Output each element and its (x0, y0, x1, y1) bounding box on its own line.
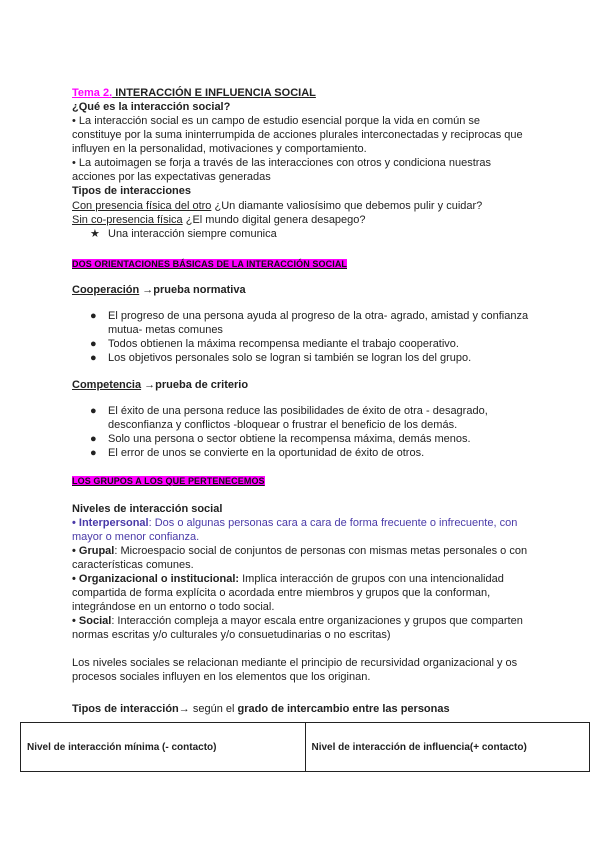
topic-number: Tema 2. (72, 87, 113, 99)
tipo-sin-presencia-label: Sin co-presencia física (72, 214, 183, 226)
nivel-text: : Microespacio social de conjuntos de personas con mismas metas personales o con características comunes. (72, 545, 528, 571)
list-item (72, 337, 532, 351)
table-row (21, 723, 590, 772)
tipo-sin-presencia-text: ¿El mundo digital genera desapego? (182, 214, 366, 226)
list-item-text: Todos obtienen la máxima recompensa mediante el trabajo cooperativo. (108, 338, 459, 350)
competencia-label: Competencia (72, 379, 142, 391)
cooperacion-heading (72, 283, 532, 297)
topic-title: INTERACCIÓN E INFLUENCIA SOCIAL (112, 87, 316, 99)
tipo-presencia (72, 199, 532, 213)
nivel-text: : Dos o algunas personas cara a cara de forma frecuente o infrecuente, con mayor o menor confianza. (72, 517, 518, 543)
recursividad-paragraph: Los niveles sociales se relacionan mediante el principio de recursividad organizacional y os procesos sociales influyen en los elementos que los originan. (72, 657, 518, 683)
list-item (72, 432, 532, 446)
bullet-icon: ● (90, 352, 97, 364)
arrow-icon: → (178, 703, 190, 715)
bullet-icon: ● (90, 310, 97, 322)
tipo-sin-presencia (72, 213, 532, 227)
arrow-icon: → (139, 284, 154, 296)
bullet-icon: ● (90, 405, 97, 417)
nivel-label: • Organizacional o institucional: (72, 573, 240, 585)
nivel-social (72, 614, 532, 642)
page-title (72, 86, 532, 100)
nivel-label: • Grupal (72, 545, 115, 557)
list-item (72, 404, 532, 432)
list-item-text: El progreso de una persona ayuda al progreso de la otra- agrado, amistad y confianza mutua- metas comunes (108, 310, 529, 336)
tipos-heading: Tipos de interacciones (72, 185, 192, 197)
star-icon: ★ (90, 228, 100, 240)
table-header-minima: Nivel de interacción mínima (- contacto) (21, 723, 306, 772)
cooperacion-label: Cooperación (72, 284, 140, 296)
question-heading: ¿Qué es la interacción social? (72, 101, 231, 113)
cooperacion-list (72, 309, 532, 365)
tipo-presencia-text: ¿Un diamante valiosísimo que debemos pulir y cuidar? (211, 200, 483, 212)
tipo-presencia-label: Con presencia física del otro (72, 200, 212, 212)
tipos-mid: según el (189, 703, 238, 715)
competencia-list (72, 404, 532, 460)
competencia-rest: prueba de criterio (155, 379, 249, 391)
list-item (72, 351, 532, 365)
tipos-label: Tipos de interacción (72, 703, 179, 715)
list-item (72, 309, 532, 337)
section-heading-orientaciones (72, 257, 532, 271)
bullet-icon: ● (90, 338, 97, 350)
star-item-text: Una interacción siempre comunica (108, 228, 277, 240)
nivel-grupal (72, 544, 532, 572)
paragraph-bullet-2: • La autoimagen se forja a través de las interacciones con otros y condiciona nuestras acciones por las expectativas generadas (72, 157, 492, 183)
tipos-interaccion-heading (72, 702, 532, 716)
nivel-text: Implica interacción de grupos con una intencionalidad compartida de forma explícita o acordada entre miembros y grupos que la conforman, integrándose en un entorno o todo social. (72, 573, 504, 613)
nivel-text: : Interacción compleja a mayor escala entre organizaciones y grupos que comparten normas escritas y/o culturales y/o consuetudinarias o no escritas) (72, 615, 523, 641)
tipos-bold: grado de intercambio entre las personas (237, 703, 450, 715)
tipos-table (20, 722, 590, 772)
paragraph-bullet-1: • La interacción social es un campo de estudio esencial porque la vida en común se constituye por la suma ininterrumpida de acciones plurales interconectadas y reciprocas que influyen en la personalidad, motivaciones y comportamiento. (72, 115, 523, 155)
bullet-icon: ● (90, 447, 97, 459)
table-header-influencia: Nivel de interacción de influencia(+ contacto) (305, 723, 590, 772)
arrow-icon: → (141, 379, 156, 391)
list-item-text: Los objetivos personales solo se logran si también se logran los del grupo. (108, 352, 472, 364)
nivel-interpersonal (72, 516, 532, 544)
niveles-heading: Niveles de interacción social (72, 503, 223, 515)
nivel-organizacional (72, 572, 532, 614)
competencia-heading (72, 378, 532, 392)
section-orientaciones-text: DOS ORIENTACIONES BÁSICAS DE LA INTERACCIÓN SOCIAL (72, 259, 348, 269)
list-item-text: Solo una persona o sector obtiene la recompensa máxima, demás menos. (108, 433, 471, 445)
list-item-text: El éxito de una persona reduce las posibilidades de éxito de otra - desagrado, desconfianza y conflictos -bloquear o frustrar el beneficio de los demás. (108, 405, 488, 431)
star-list-item (72, 227, 568, 241)
nivel-label: • Interpersonal (72, 517, 149, 529)
cooperacion-rest: prueba normativa (153, 284, 246, 296)
section-heading-grupos (72, 474, 532, 488)
list-item-text: El error de unos se convierte en la oportunidad de éxito de otros. (108, 447, 425, 459)
nivel-label: • Social (72, 615, 112, 627)
bullet-icon: ● (90, 433, 97, 445)
section-grupos-text: LOS GRUPOS A LOS QUE PERTENECEMOS (72, 476, 265, 486)
list-item (72, 446, 532, 460)
